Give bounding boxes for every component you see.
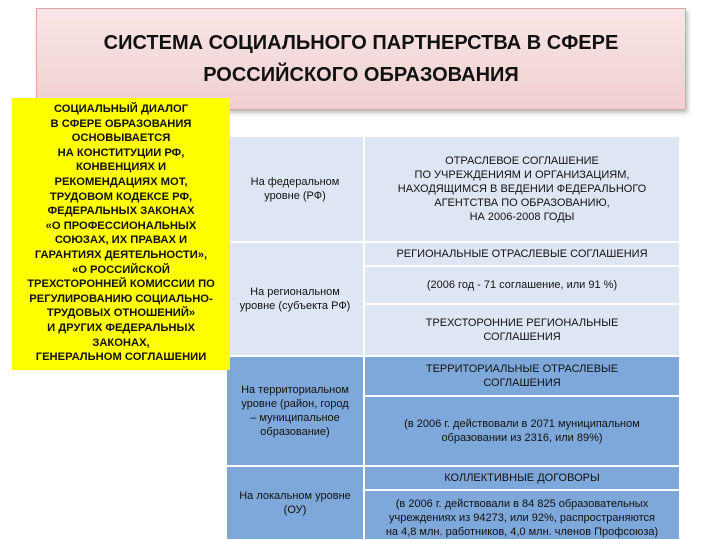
text-line: ПО УЧРЕЖДЕНИЯМ И ОРГАНИЗАЦИЯМ, [414,169,630,181]
text-line: ОТРАСЛЕВОЕ СОГЛАШЕНИЕ [445,155,599,167]
text-line: НА 2006-2008 ГОДЫ [469,211,575,223]
text-line: ТРУДОВЫХ ОТНОШЕНИЙ» [46,307,196,320]
text-line: ТЕРРИТОРИАЛЬНЫЕ ОТРАСЛЕВЫЕ [425,363,619,375]
text-line: НАХОДЯЩИМСЯ В ВЕДЕНИИ ФЕДЕРАЛЬНОГО [397,183,647,195]
text-line: (в 2006 г. действовали в 84 825 образовательных [395,498,649,510]
text-line: ТРЕХСТОРОННИЕ РЕГИОНАЛЬНЫЕ [425,317,619,329]
text-line: ГАРАНТИЯХ ДЕЯТЕЛЬНОСТИ», [34,248,208,261]
level-territorial [226,356,364,466]
federal-agreement [364,136,680,242]
text-line: «О ПРОФЕССИОНАЛЬНЫХ [45,219,197,232]
text-line: КОНВЕНЦИЯХ И [75,161,167,174]
text-line: В СФЕРЕ ОБРАЗОВАНИЯ [50,117,192,130]
text-line: На локальном уровне [239,490,351,502]
text-line: ТРУДОВОМ КОДЕКСЕ РФ, [49,190,193,203]
level-federal [226,136,364,242]
text-line: образовании из 2316, или 89%) [441,432,603,444]
text-line: ТРЕХСТОРОННЕЙ КОМИССИИ ПО [27,278,215,291]
text-line: СОЮЗАХ, ИХ ПРАВАХ И [54,234,188,247]
level-local [226,466,364,540]
text-line: «О РОССИЙСКОЙ [72,263,170,276]
text-line: уровне (район, город [241,398,349,410]
text-line: АГЕНТСТВА ПО ОБРАЗОВАНИЮ, [434,197,610,209]
text-line: (ОУ) [283,504,307,516]
collective-agreements-title [364,466,680,490]
text-line: на 4,8 млн. работников, 4,0 млн. членов Профсоюза) [385,526,659,538]
text-line: (в 2006 г. действовали в 2071 муниципальном [404,418,640,430]
text-line: РЕГИОНАЛЬНЫЕ ОТРАСЛЕВЫЕ СОГЛАШЕНИЯ [396,248,648,260]
social-dialog-basis-box [12,98,230,370]
text-line: ФЕДЕРАЛЬНЫХ ЗАКОНАХ [47,205,195,218]
text-line: уровне (субъекта РФ) [239,300,351,312]
title-line-2: РОССИЙСКОГО ОБРАЗОВАНИЯ [203,64,519,86]
tripartite-agreements [364,304,680,356]
text-line: – муниципальное [250,412,340,424]
level-regional [226,242,364,356]
text-line: СОГЛАШЕНИЯ [483,331,561,343]
text-line: ГЕНЕРАЛЬНОМ СОГЛАШЕНИИ [35,351,207,364]
text-line: РЕГУЛИРОВАНИЮ СОЦИАЛЬНО- [29,292,213,305]
text-line: РЕКОМЕНДАЦИЯХ МОТ, [54,175,188,188]
text-line: СОЦИАЛЬНЫЙ ДИАЛОГ [53,103,189,115]
text-line: СОГЛАШЕНИЯ [483,377,561,389]
text-line: ОСНОВЫВАЕТСЯ [71,132,171,145]
text-line: И ДРУГИХ ФЕДЕРАЛЬНЫХ [47,321,195,334]
text-line: ЗАКОНАХ, [92,336,150,349]
text-line: уровне (РФ) [264,190,326,202]
slide-title [36,8,686,110]
text-line: На территориальном [241,384,349,396]
regional-agreements-stat [364,266,680,304]
territorial-agreements-stat [364,396,680,466]
text-line: На региональном [250,286,340,298]
collective-agreements-stat [364,490,680,540]
text-line: НА КОНСТИТУЦИИ РФ, [57,146,185,159]
territorial-agreements-title [364,356,680,396]
text-line: На федеральном [250,176,340,188]
regional-agreements-title [364,242,680,266]
text-line: образование) [260,426,330,438]
text-line: КОЛЛЕКТИВНЫЕ ДОГОВОРЫ [444,472,600,484]
text-line: (2006 год - 71 соглашение, или 91 %) [426,279,618,291]
text-line: учреждениях из 94273, или 92%, распространяются [389,512,655,524]
title-line-1: СИСТЕМА СОЦИАЛЬНОГО ПАРТНЕРСТВА В СФЕРЕ [103,32,619,54]
